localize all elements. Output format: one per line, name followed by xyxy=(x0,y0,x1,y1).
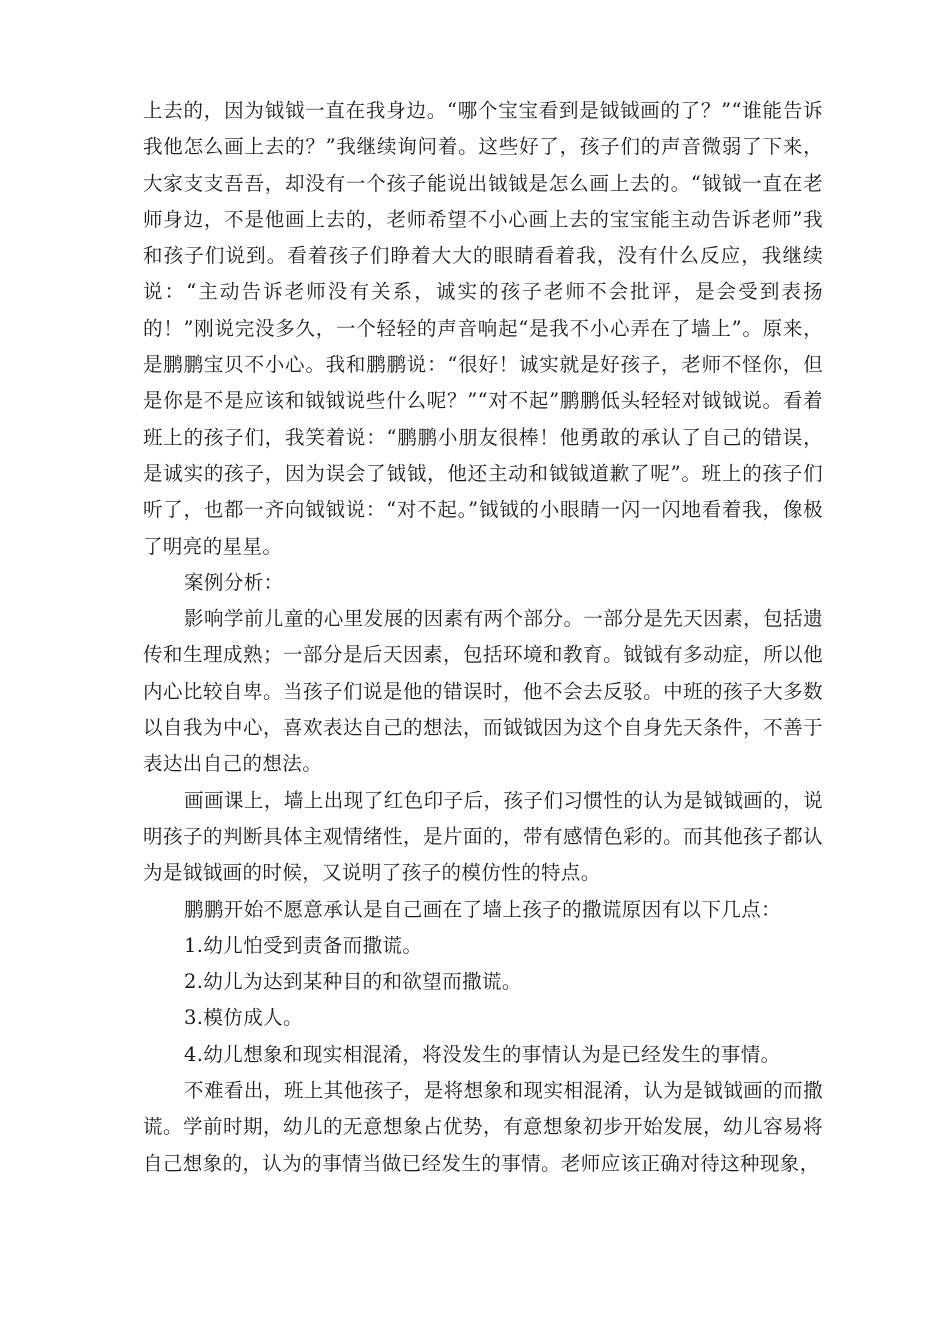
document-body xyxy=(143,93,823,1182)
case-analysis-heading: 案例分析： xyxy=(184,570,284,594)
analysis-paragraph-lying-reasons: 鹏鹏开始不愿意承认是自己画在了墙上孩子的撒谎原因有以下几点： xyxy=(184,897,782,921)
list-item: 1.幼儿怕受到责备而撒谎。 xyxy=(184,933,423,957)
list-item: 3.模仿成人。 xyxy=(184,1006,303,1030)
closing-paragraph: 不难看出，班上其他孩子，是将想象和现实相混淆，认为是钺钺画的而撒谎。学前时期，幼儿的无意想象占优势，有意想象初步开始发展，幼儿容易将自己想象的，认为的事情当做已经发生的事情。老师应该正确对待这种现象， xyxy=(143,1079,823,1175)
analysis-paragraph-factors: 影响学前儿童的心里发展的因素有两个部分。一部分是先天因素，包括遗传和生理成熟；一部分是后天因素，包括环境和教育。钺钺有多动症，所以他内心比较自卑。当孩子们说是他的错误时，他不会去反驳。中班的孩子大多数以自我为中心，喜欢表达自己的想法，而钺钺因为这个自身先天条件，不善于表达出自己的想法。 xyxy=(143,607,823,776)
story-paragraph: 上去的，因为钺钺一直在我身边。“哪个宝宝看到是钺钺画的了？”“谁能告诉我他怎么画上去的？”我继续询问着。这些好了，孩子们的声音微弱了下来，大家支支吾吾，却没有一个孩子能说出钺钺是怎么画上去的。“钺钺一直在老师身边，不是他画上去的，老师希望不小心画上去的宝宝能主动告诉老师”我和孩子们说到。看着孩子们睁着大大的眼睛看着我，没有什么反应，我继续说：“主动告诉老师没有关系，诚实的孩子老师不会批评，是会受到表扬的！”刚说完没多久，一个轻轻的声音响起“是我不小心弄在了墙上”。原来，是鹏鹏宝贝不小心。我和鹏鹏说：“很好！诚实就是好孩子，老师不怪你，但是你是不是应该和钺钺说些什么呢？”“对不起”鹏鹏低头轻轻对钺钺说。看着班上的孩子们，我笑着说：“鹏鹏小朋友很棒！他勇敢的承认了自己的错误，是诚实的孩子，因为误会了钺钺，他还主动和钺钺道歉了呢”。班上的孩子们听了，也都一齐向钺钺说：“对不起。”钺钺的小眼睛一闪一闪地看着我，像极了明亮的星星。 xyxy=(143,99,823,558)
list-item: 2.幼儿为达到某种目的和欲望而撒谎。 xyxy=(184,970,522,994)
analysis-paragraph-drawing: 画画课上，墙上出现了红色印子后，孩子们习惯性的认为是钺钺画的，说明孩子的判断具体主观情绪性，是片面的，带有感情色彩的。而其他孩子都认为是钺钺画的时候，又说明了孩子的模仿性的特点。 xyxy=(143,788,823,885)
list-item: 4.幼儿想象和现实相混淆，将没发生的事情认为是已经发生的事情。 xyxy=(184,1042,781,1066)
